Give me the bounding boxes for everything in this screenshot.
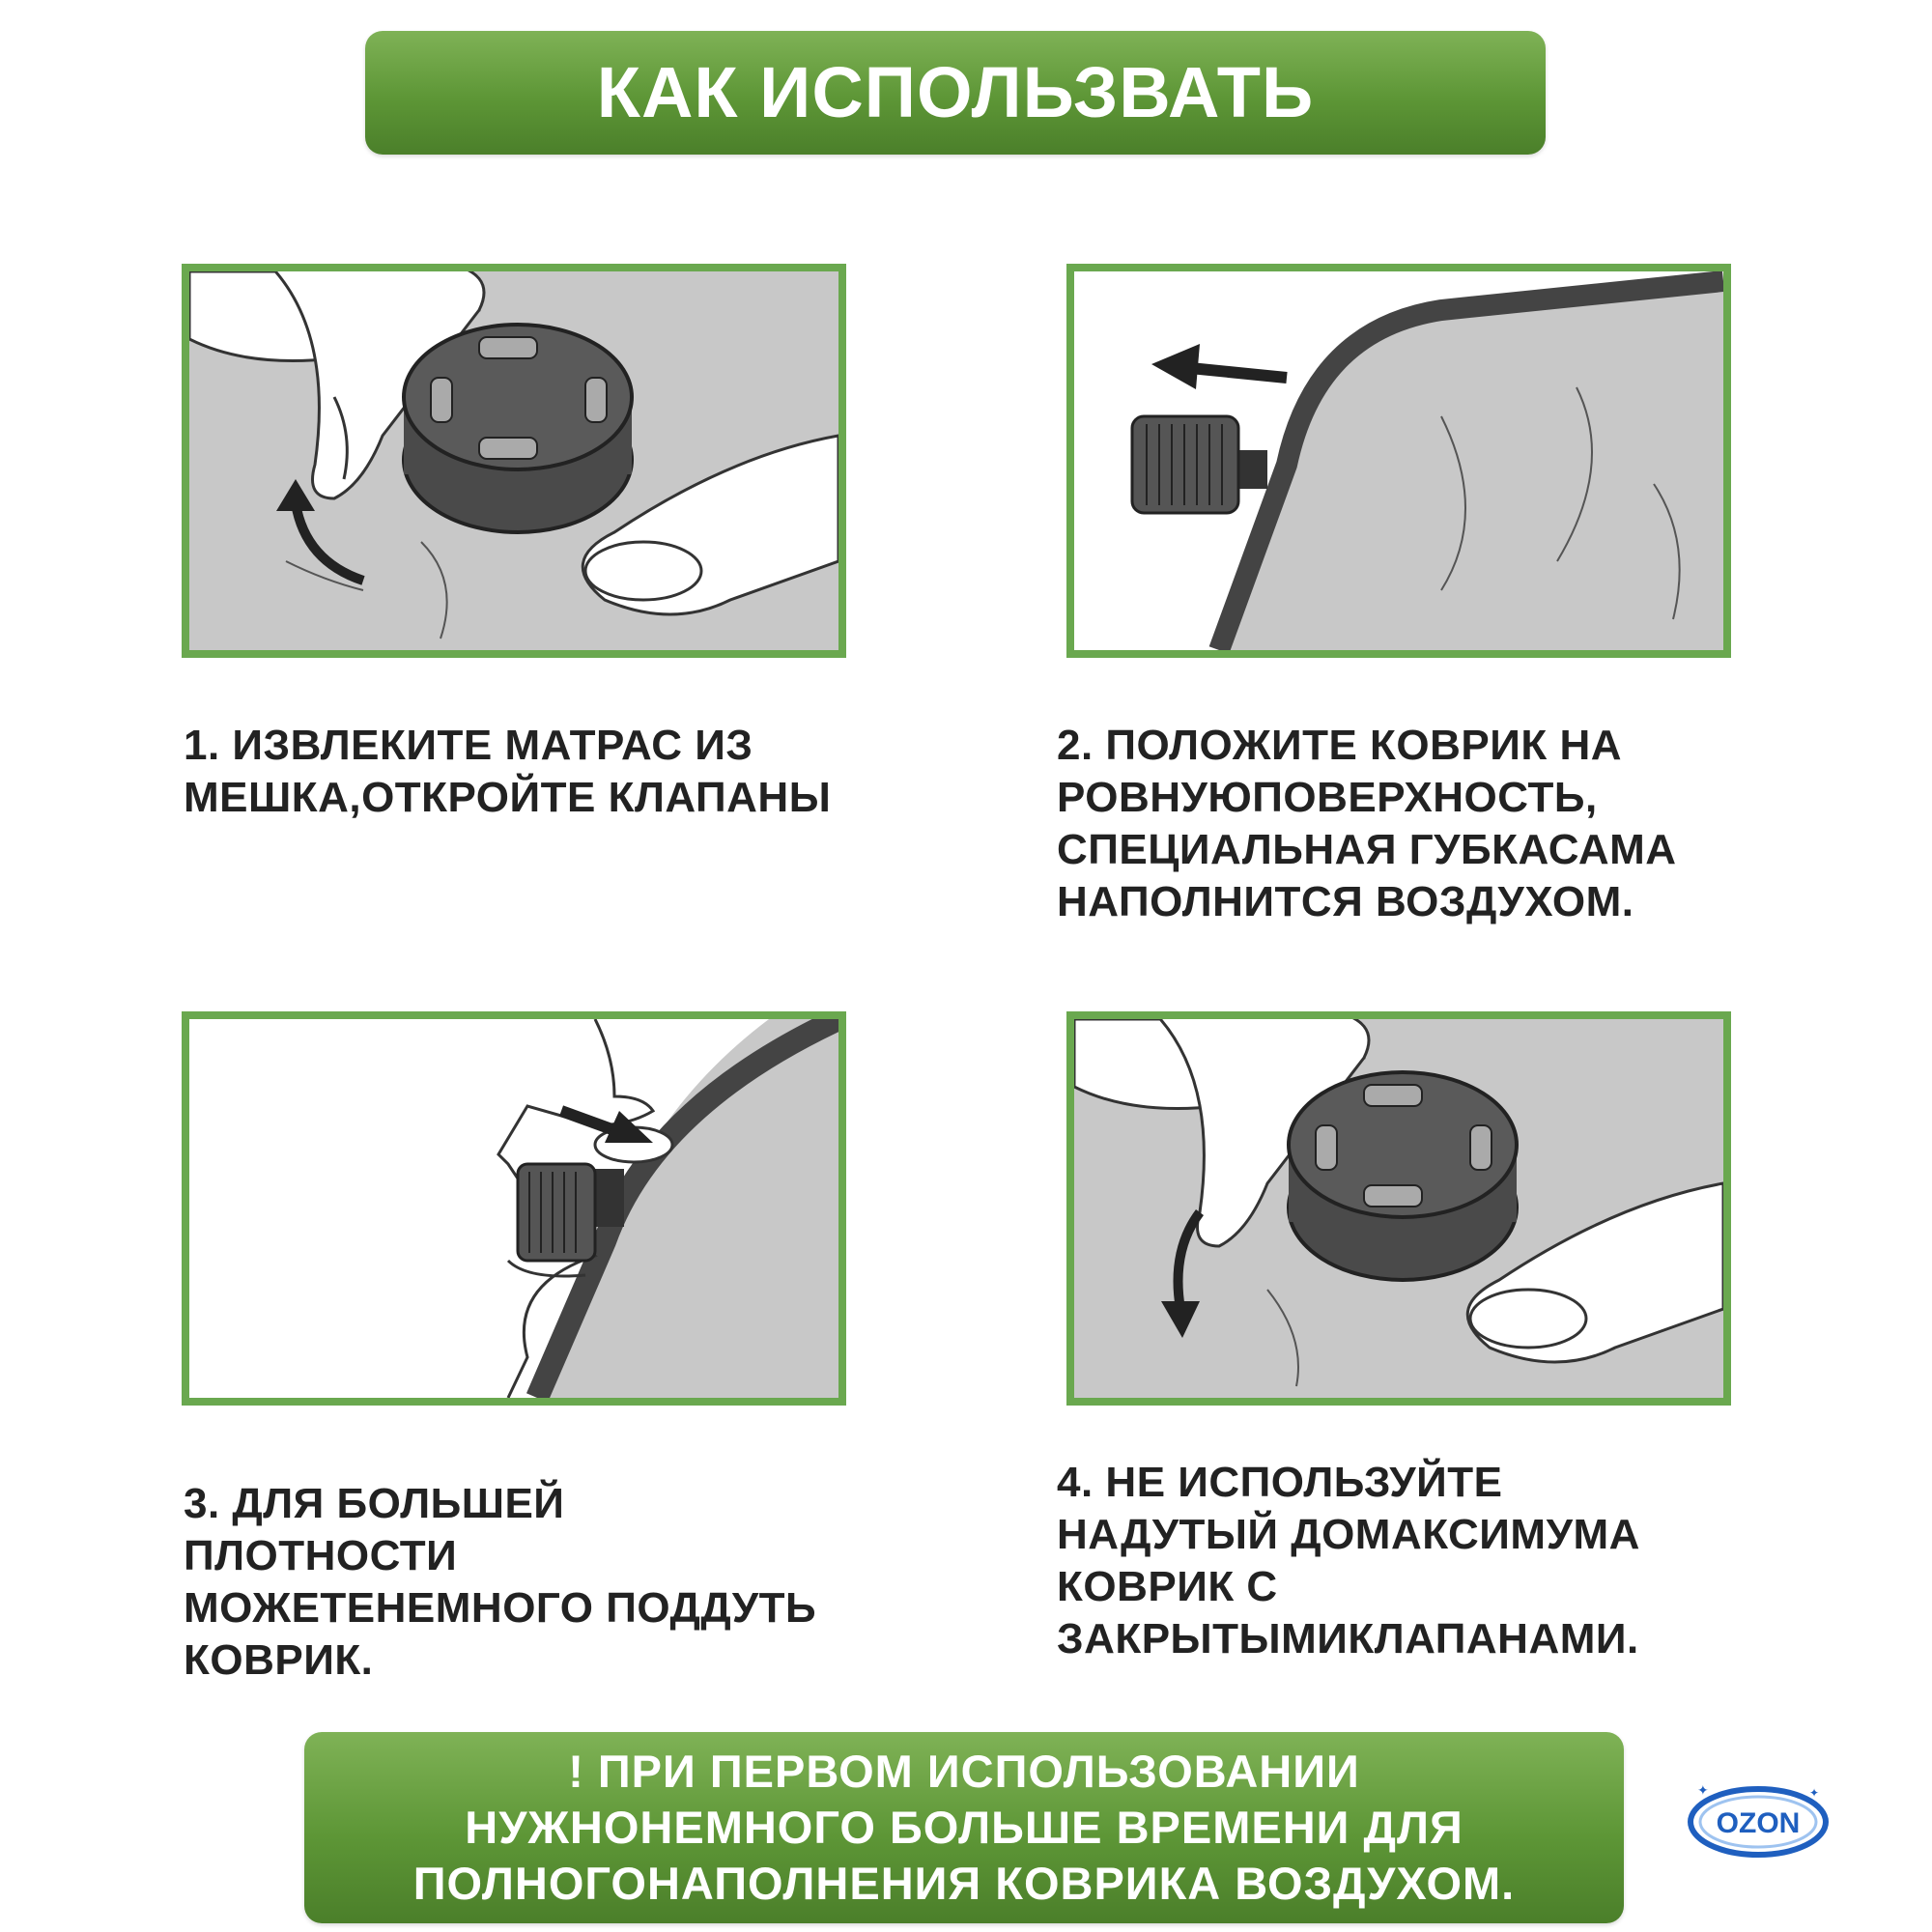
caption-line: НАПОЛНИТСЯ ВОЗДУХОМ.	[1057, 878, 1634, 925]
notice-banner	[304, 1732, 1624, 1923]
caption-line: ЗАКРЫТЫМИКЛАПАНАМИ.	[1057, 1615, 1639, 1662]
blow-into-valve-illustration	[189, 1019, 838, 1398]
caption-line: СПЕЦИАЛЬНАЯ ГУБКАСАМА	[1057, 826, 1677, 873]
step-4-caption	[1057, 1457, 1791, 1665]
caption-line: 1. ИЗВЛЕКИТЕ МАТРАС ИЗ	[184, 722, 753, 769]
notice-line: ПОЛНОГОНАПОЛНЕНИЯ КОВРИКА ВОЗДУХОМ.	[412, 1858, 1516, 1909]
step-1-caption	[184, 720, 918, 824]
step-3-caption	[184, 1478, 947, 1687]
caption-line: 3. ДЛЯ БОЛЬШЕЙ	[184, 1480, 565, 1527]
step-4-panel	[1066, 1011, 1731, 1406]
ozon-logo-icon	[1686, 1777, 1831, 1861]
caption-line: КОВРИК С	[1057, 1563, 1278, 1610]
caption-line: МЕШКА,ОТКРОЙТЕ КЛАПАНЫ	[184, 774, 832, 821]
caption-line: РОВНУЮПОВЕРХНОСТЬ,	[1057, 774, 1598, 821]
logo-text: OZON	[1716, 1807, 1801, 1839]
close-valve-illustration	[1074, 1019, 1723, 1398]
notice-line: ! ПРИ ПЕРВОМ ИСПОЛЬЗОВАНИИ	[568, 1746, 1360, 1797]
caption-line: ПЛОТНОСТИ	[184, 1532, 458, 1579]
caption-line: МОЖЕТЕНЕМНОГО ПОДДУТЬ	[184, 1584, 817, 1632]
open-valve-illustration	[189, 271, 838, 650]
svg-text:✦: ✦	[1809, 1786, 1820, 1800]
ozon-logo	[1686, 1777, 1831, 1861]
step-2-panel	[1066, 264, 1731, 658]
self-inflate-illustration	[1074, 271, 1723, 650]
caption-line: 4. НЕ ИСПОЛЬЗУЙТЕ	[1057, 1459, 1503, 1506]
svg-text:✦: ✦	[1697, 1783, 1709, 1799]
step-3-panel	[182, 1011, 846, 1406]
caption-line: КОВРИК.	[184, 1636, 374, 1684]
step-1-panel	[182, 264, 846, 658]
step-2-caption	[1057, 720, 1791, 928]
caption-line: 2. ПОЛОЖИТЕ КОВРИК НА	[1057, 722, 1622, 769]
caption-line: НАДУТЫЙ ДОМАКСИМУМА	[1057, 1511, 1640, 1558]
notice-line: НУЖНОНЕМНОГО БОЛЬШЕ ВРЕМЕНИ ДЛЯ	[465, 1802, 1463, 1853]
header-banner	[365, 31, 1546, 155]
page-title: КАК ИСПОЛЬЗВАТЬ	[596, 52, 1315, 132]
